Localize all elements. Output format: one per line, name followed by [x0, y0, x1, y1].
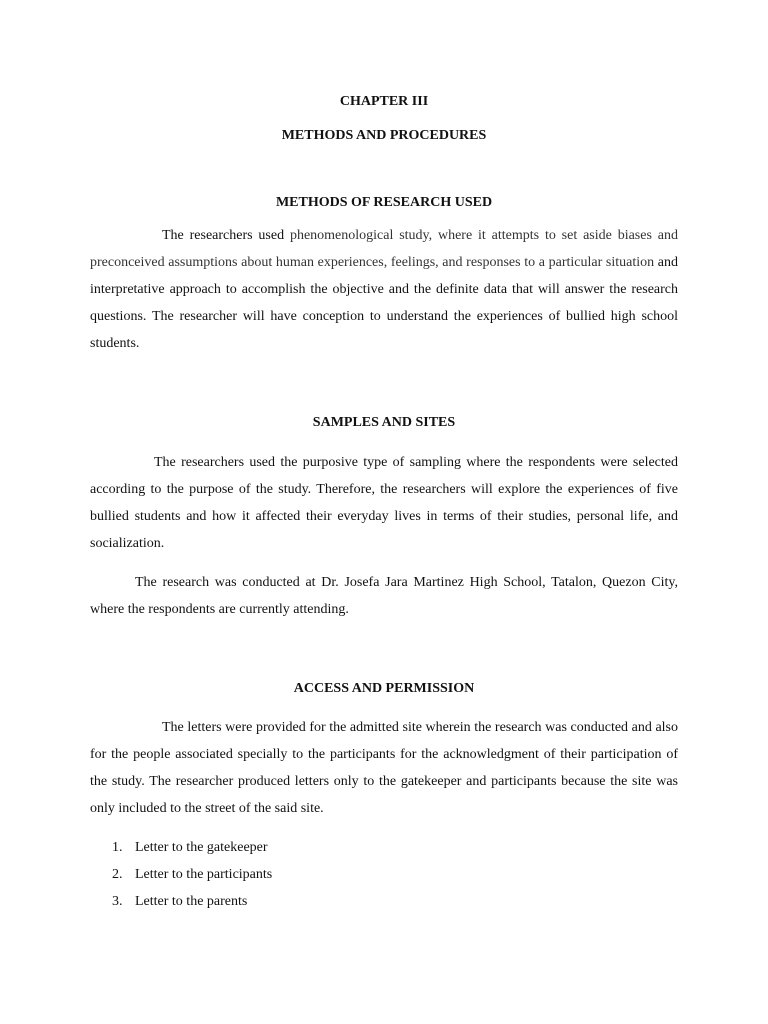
samples-text-2: The research was conducted at Dr. Josefa Jara Martinez High School, Tatalon, Quezon City, where the respondents are currently attending.	[90, 575, 678, 617]
paragraph-samples-2	[90, 569, 678, 623]
samples-text-1: The researchers used the purposive type of sampling where the respondents were selected according to the purpose of the study. Therefore, the researchers will explore the experiences of five bullied students and how it affected their everyday lives in terms of their studies, personal life, and socialization.	[90, 455, 678, 551]
access-text: The letters were provided for the admitted site wherein the research was conducted and also for the people associated specially to the participants for the acknowledgment of their participation of the study. The researcher produced letters only to the gatekeeper and participants because the site was only included to the street of the said site.	[90, 720, 678, 816]
list-item-number: 2.	[112, 867, 123, 882]
paragraph-samples-1	[90, 449, 678, 557]
paragraph-access	[90, 714, 678, 822]
list-item	[112, 888, 272, 915]
list-item	[112, 834, 272, 861]
list-item	[112, 861, 272, 888]
methods-text-b: phenomenological study, where it attempts to set aside biases and preconceived assumptions about human experiences, feelings, and responses to a particular situation	[90, 228, 678, 270]
list-item-number: 1.	[112, 840, 123, 855]
methods-text-c: and interpretative approach to accomplish the objective and the definite data that will answer the research questions. The researcher will have conception to understand the experiences of bullied high school students.	[90, 255, 678, 351]
chapter-number: CHAPTER III	[339, 94, 429, 109]
methods-text-a: The researchers used	[162, 228, 290, 243]
list-item-text: Letter to the parents	[135, 894, 248, 909]
list-item-text: Letter to the gatekeeper	[135, 840, 268, 855]
list-item-number: 3.	[112, 894, 123, 909]
paragraph-methods	[90, 222, 678, 357]
list-item-text: Letter to the participants	[135, 867, 273, 882]
section-heading-access: ACCESS AND PERMISSION	[293, 681, 475, 696]
letters-list	[112, 834, 272, 915]
section-heading-samples: SAMPLES AND SITES	[312, 415, 456, 430]
chapter-title: METHODS AND PROCEDURES	[281, 128, 487, 143]
section-heading-methods: METHODS OF RESEARCH USED	[275, 195, 493, 210]
